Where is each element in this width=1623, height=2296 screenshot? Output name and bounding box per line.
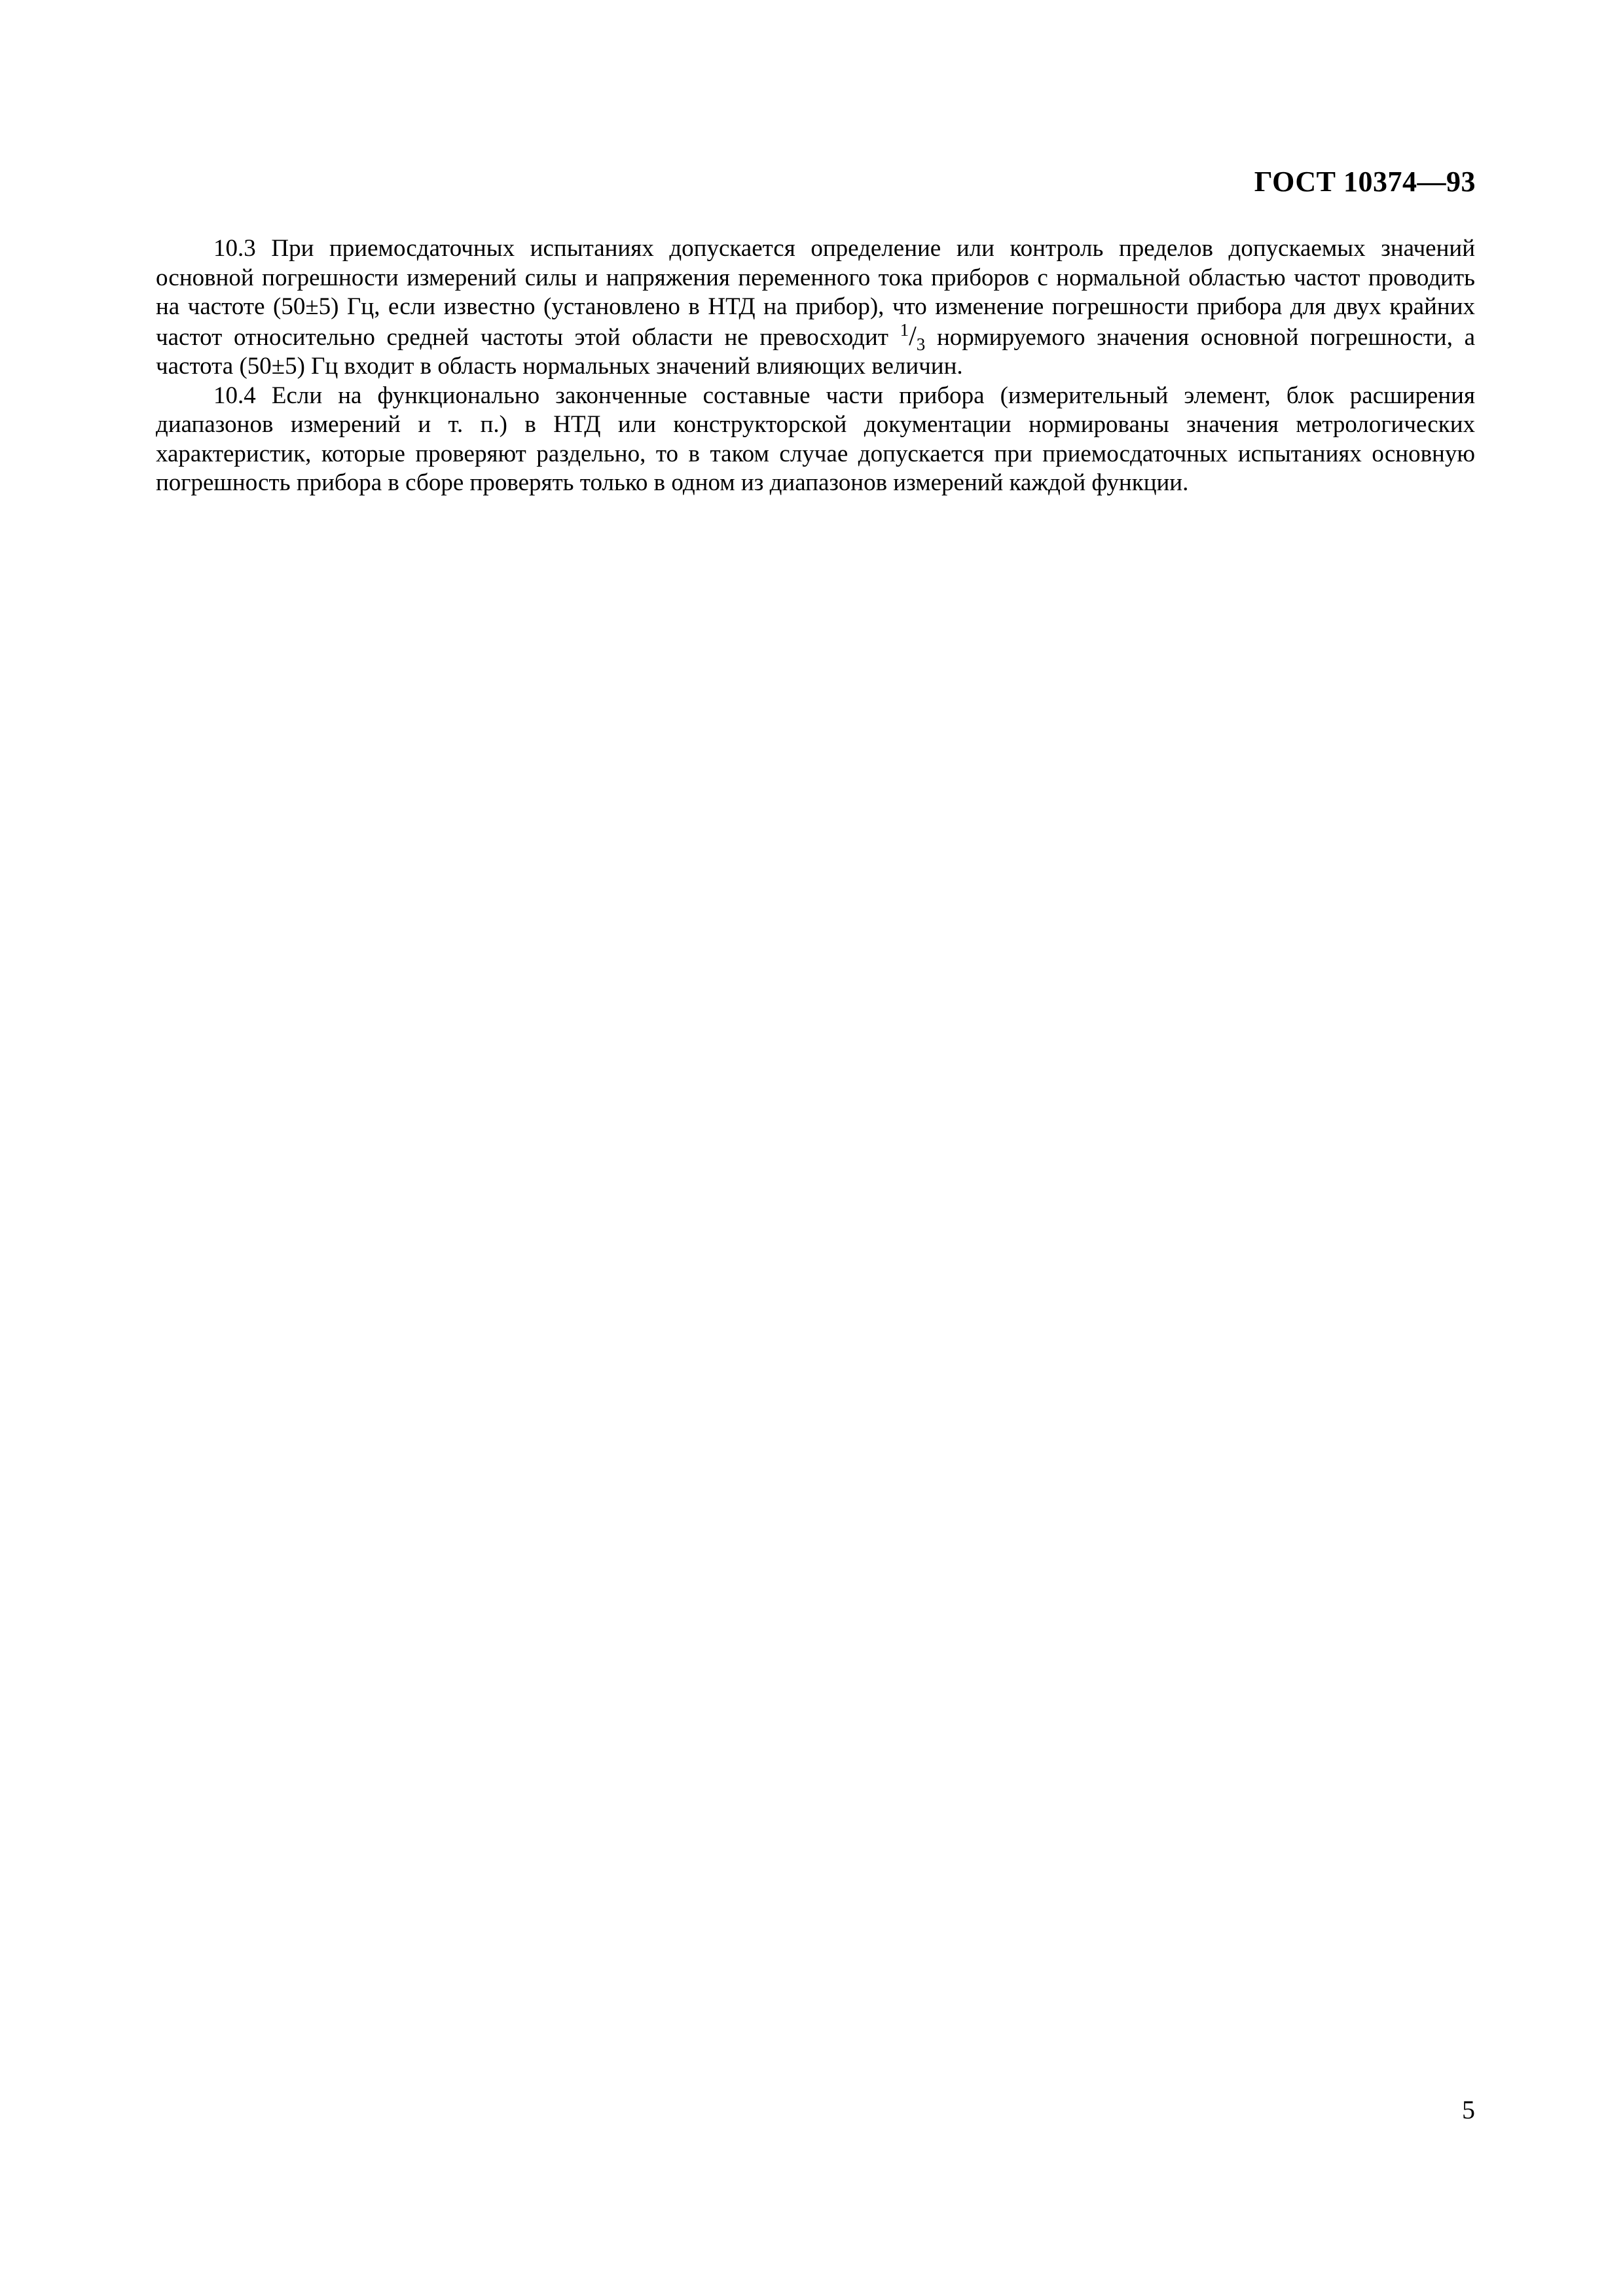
paragraph-number: 10.3 <box>213 235 256 262</box>
document-header: ГОСТ 10374—93 <box>1254 166 1476 198</box>
paragraph-text-continued: нормируемого значения основной погрешности, а частота (50±5) Гц входит в область нормальных значений влияющих величин. <box>156 323 1476 380</box>
paragraph-number: 10.4 <box>213 382 256 409</box>
paragraph-10-4 <box>156 382 1475 498</box>
document-body <box>156 234 1475 498</box>
fraction-one-third: $^1/_3$ <box>900 319 926 354</box>
page-number: 5 <box>1462 2095 1475 2125</box>
paragraph-text: При приемосдаточных испытаниях допускается определение или контроль пределов допускаемых значений основной погрешности измерений силы и напряжения переменного тока приборов с нормальной областью частот проводить на частоте (50±5) Гц, если известно (установлено в НТД на прибор), что изменение погрешности прибора для двух крайних частот относительно средней частоты этой области не превосходит <box>156 235 1476 351</box>
fraction-denominator: 3 <box>916 334 926 354</box>
fraction-numerator: 1 <box>900 319 909 340</box>
paragraph-10-3 <box>156 234 1475 382</box>
paragraph-text: Если на функционально законченные составные части прибора (измерительный элемент, блок расширения диапазонов измерений и т. п.) в НТД или конструкторской документации нормированы значения метрологических характеристик, которые проверяют раздельно, то в таком случае допускается при приемосдаточных испытаниях основную погрешность прибора в сборе проверять только в одном из диапазонов измерений каждой функции. <box>156 382 1475 496</box>
